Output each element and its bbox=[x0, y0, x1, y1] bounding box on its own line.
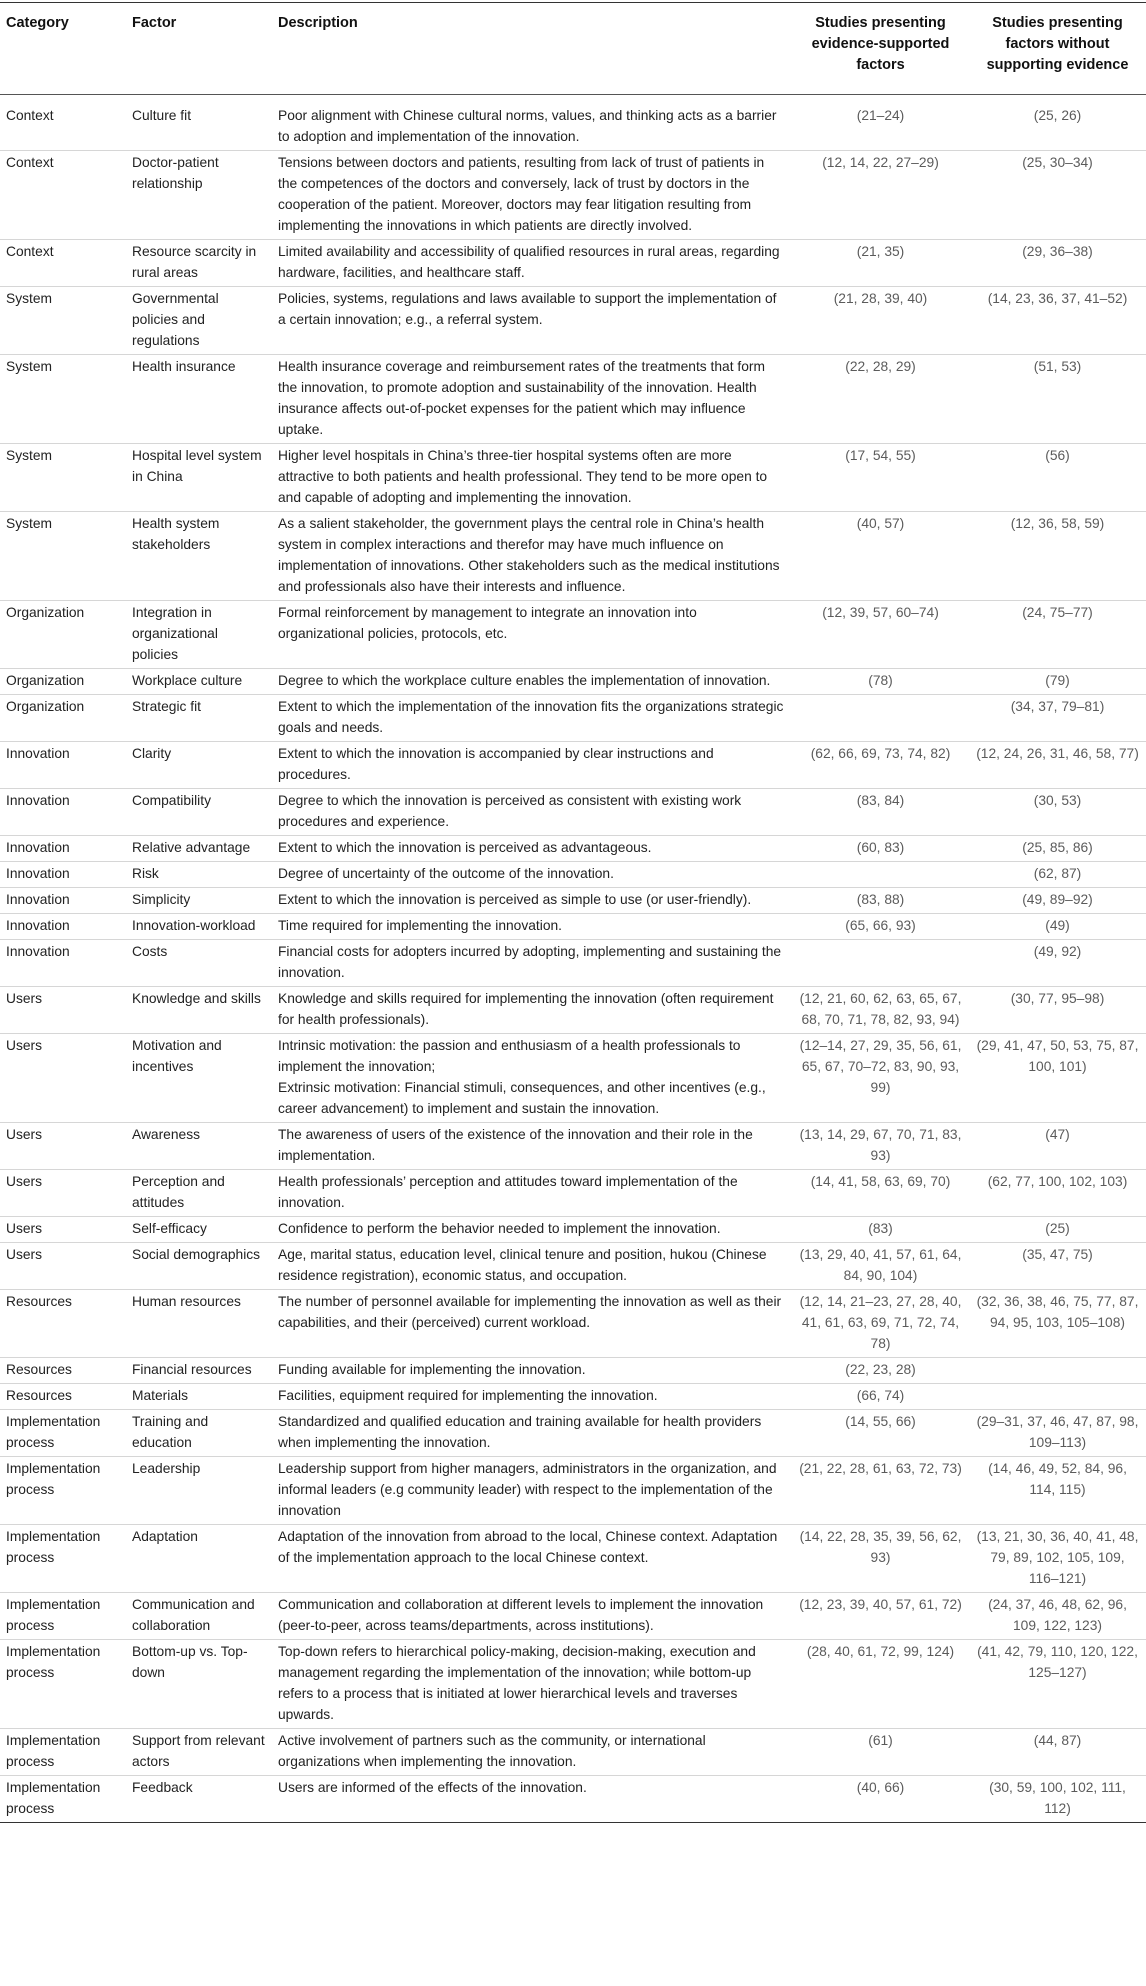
description-cell: Degree of uncertainty of the outcome of the innovation. bbox=[272, 862, 792, 888]
evidence-studies-cell bbox=[792, 940, 969, 987]
factor-cell: Health system stakeholders bbox=[126, 512, 272, 601]
no-evidence-studies-cell: (34, 37, 79–81) bbox=[969, 695, 1146, 742]
description-cell: Financial costs for adopters incurred by adopting, implementing and sustaining the innovation. bbox=[272, 940, 792, 987]
category-cell: Implementation process bbox=[0, 1729, 126, 1776]
no-evidence-studies-cell: (30, 59, 100, 102, 111, 112) bbox=[969, 1776, 1146, 1823]
table-row bbox=[0, 1525, 1146, 1593]
evidence-studies-cell: (12, 21, 60, 62, 63, 65, 67, 68, 70, 71, 78, 82, 93, 94) bbox=[792, 987, 969, 1034]
category-cell: System bbox=[0, 287, 126, 355]
header-evidence-studies: Studies presenting evidence-supported factors bbox=[792, 3, 969, 95]
no-evidence-studies-cell: (47) bbox=[969, 1123, 1146, 1170]
category-cell: Users bbox=[0, 1170, 126, 1217]
category-cell: Context bbox=[0, 151, 126, 240]
description-cell: Funding available for implementing the innovation. bbox=[272, 1358, 792, 1384]
evidence-studies-cell bbox=[792, 695, 969, 742]
description-cell: Health insurance coverage and reimbursement rates of the treatments that form the innovation, to promote adoption and sustainability of the innovation. Health insurance affects out-of-pocket expenses for the patient which may influence uptake. bbox=[272, 355, 792, 444]
factor-cell: Clarity bbox=[126, 742, 272, 789]
evidence-studies-cell: (22, 23, 28) bbox=[792, 1358, 969, 1384]
category-cell: Innovation bbox=[0, 940, 126, 987]
table-row bbox=[0, 888, 1146, 914]
no-evidence-studies-cell: (29, 41, 47, 50, 53, 75, 87, 100, 101) bbox=[969, 1034, 1146, 1123]
category-cell: Innovation bbox=[0, 789, 126, 836]
evidence-studies-cell: (66, 74) bbox=[792, 1384, 969, 1410]
table-row bbox=[0, 444, 1146, 512]
evidence-studies-cell: (22, 28, 29) bbox=[792, 355, 969, 444]
factor-cell: Relative advantage bbox=[126, 836, 272, 862]
table-row bbox=[0, 601, 1146, 669]
category-cell: Resources bbox=[0, 1384, 126, 1410]
table-body bbox=[0, 95, 1146, 1823]
factor-cell: Culture fit bbox=[126, 95, 272, 151]
table-row bbox=[0, 1123, 1146, 1170]
no-evidence-studies-cell: (49, 89–92) bbox=[969, 888, 1146, 914]
header-category: Category bbox=[0, 3, 126, 95]
description-cell: Leadership support from higher managers, administrators in the organization, and informal leaders (e.g community leader) with respect to the implementation of the innovation bbox=[272, 1457, 792, 1525]
description-cell: Health professionals’ perception and attitudes toward implementation of the innovation. bbox=[272, 1170, 792, 1217]
category-cell: Implementation process bbox=[0, 1410, 126, 1457]
evidence-studies-cell: (62, 66, 69, 73, 74, 82) bbox=[792, 742, 969, 789]
no-evidence-studies-cell: (29, 36–38) bbox=[969, 240, 1146, 287]
category-cell: Innovation bbox=[0, 862, 126, 888]
header-description: Description bbox=[272, 3, 792, 95]
category-cell: System bbox=[0, 444, 126, 512]
evidence-studies-cell: (12–14, 27, 29, 35, 56, 61, 65, 67, 70–72, 83, 90, 93, 99) bbox=[792, 1034, 969, 1123]
no-evidence-studies-cell: (41, 42, 79, 110, 120, 122, 125–127) bbox=[969, 1640, 1146, 1729]
description-cell: Intrinsic motivation: the passion and enthusiasm of a health professionals to implement the innovation; Extrinsic motivation: Financial stimuli, consequences, and other incentives (e.g., career advancement) to implement and sustain the innovation. bbox=[272, 1034, 792, 1123]
category-cell: Resources bbox=[0, 1358, 126, 1384]
table-row bbox=[0, 355, 1146, 444]
description-cell: Confidence to perform the behavior needed to implement the innovation. bbox=[272, 1217, 792, 1243]
no-evidence-studies-cell: (12, 36, 58, 59) bbox=[969, 512, 1146, 601]
description-cell: Communication and collaboration at different levels to implement the innovation (peer-to-peer, across teams/departments, across institutions). bbox=[272, 1593, 792, 1640]
evidence-studies-cell: (12, 14, 21–23, 27, 28, 40, 41, 61, 63, 69, 71, 72, 74, 78) bbox=[792, 1290, 969, 1358]
evidence-studies-cell: (14, 41, 58, 63, 69, 70) bbox=[792, 1170, 969, 1217]
factor-cell: Hospital level system in China bbox=[126, 444, 272, 512]
no-evidence-studies-cell: (51, 53) bbox=[969, 355, 1146, 444]
category-cell: Innovation bbox=[0, 914, 126, 940]
description-cell: Users are informed of the effects of the innovation. bbox=[272, 1776, 792, 1823]
factor-cell: Knowledge and skills bbox=[126, 987, 272, 1034]
no-evidence-studies-cell: (14, 46, 49, 52, 84, 96, 114, 115) bbox=[969, 1457, 1146, 1525]
factor-cell: Resource scarcity in rural areas bbox=[126, 240, 272, 287]
evidence-studies-cell: (83, 84) bbox=[792, 789, 969, 836]
table-row bbox=[0, 512, 1146, 601]
description-cell: Age, marital status, education level, clinical tenure and position, hukou (Chinese residence registration), economic status, and occupation. bbox=[272, 1243, 792, 1290]
description-cell: Knowledge and skills required for implementing the innovation (often requirement for health professionals). bbox=[272, 987, 792, 1034]
header-factor: Factor bbox=[126, 3, 272, 95]
category-cell: Context bbox=[0, 240, 126, 287]
table-row bbox=[0, 669, 1146, 695]
table-row bbox=[0, 940, 1146, 987]
factor-cell: Materials bbox=[126, 1384, 272, 1410]
no-evidence-studies-cell: (62, 77, 100, 102, 103) bbox=[969, 1170, 1146, 1217]
description-cell: Top-down refers to hierarchical policy-making, decision-making, execution and management regarding the implementation of the innovation; while bottom-up refers to a process that is initiated at lower hierarchical levels and traverses upwards. bbox=[272, 1640, 792, 1729]
no-evidence-studies-cell: (49) bbox=[969, 914, 1146, 940]
category-cell: Resources bbox=[0, 1290, 126, 1358]
factor-cell: Perception and attitudes bbox=[126, 1170, 272, 1217]
no-evidence-studies-cell: (30, 53) bbox=[969, 789, 1146, 836]
evidence-studies-cell: (21, 22, 28, 61, 63, 72, 73) bbox=[792, 1457, 969, 1525]
category-cell: Users bbox=[0, 1217, 126, 1243]
header-row bbox=[0, 3, 1146, 95]
factor-cell: Human resources bbox=[126, 1290, 272, 1358]
table-row bbox=[0, 151, 1146, 240]
category-cell: Organization bbox=[0, 695, 126, 742]
evidence-studies-cell: (83, 88) bbox=[792, 888, 969, 914]
evidence-studies-cell: (60, 83) bbox=[792, 836, 969, 862]
no-evidence-studies-cell: (25, 26) bbox=[969, 95, 1146, 151]
factor-cell: Costs bbox=[126, 940, 272, 987]
factors-table bbox=[0, 2, 1146, 1823]
table-row bbox=[0, 1457, 1146, 1525]
evidence-studies-cell: (40, 66) bbox=[792, 1776, 969, 1823]
no-evidence-studies-cell: (25, 85, 86) bbox=[969, 836, 1146, 862]
category-cell: System bbox=[0, 355, 126, 444]
description-cell: Limited availability and accessibility of qualified resources in rural areas, regarding hardware, facilities, and healthcare staff. bbox=[272, 240, 792, 287]
factor-cell: Financial resources bbox=[126, 1358, 272, 1384]
factor-cell: Leadership bbox=[126, 1457, 272, 1525]
table-row bbox=[0, 1640, 1146, 1729]
no-evidence-studies-cell: (79) bbox=[969, 669, 1146, 695]
no-evidence-studies-cell: (29–31, 37, 46, 47, 87, 98, 109–113) bbox=[969, 1410, 1146, 1457]
evidence-studies-cell: (13, 29, 40, 41, 57, 61, 64, 84, 90, 104) bbox=[792, 1243, 969, 1290]
factor-cell: Innovation-workload bbox=[126, 914, 272, 940]
table-row bbox=[0, 1243, 1146, 1290]
table-row bbox=[0, 1290, 1146, 1358]
description-cell: Time required for implementing the innovation. bbox=[272, 914, 792, 940]
category-cell: Implementation process bbox=[0, 1525, 126, 1593]
table-row bbox=[0, 1593, 1146, 1640]
evidence-studies-cell: (21, 35) bbox=[792, 240, 969, 287]
table-row bbox=[0, 1776, 1146, 1823]
description-cell: Standardized and qualified education and training available for health providers when implementing the innovation. bbox=[272, 1410, 792, 1457]
description-cell: Degree to which the workplace culture enables the implementation of innovation. bbox=[272, 669, 792, 695]
factor-cell: Simplicity bbox=[126, 888, 272, 914]
category-cell: Innovation bbox=[0, 836, 126, 862]
no-evidence-studies-cell bbox=[969, 1384, 1146, 1410]
category-cell: Organization bbox=[0, 669, 126, 695]
description-cell: Poor alignment with Chinese cultural norms, values, and thinking acts as a barrier to adoption and implementation of the innovation. bbox=[272, 95, 792, 151]
description-cell: Active involvement of partners such as the community, or international organizations when implementing the innovation. bbox=[272, 1729, 792, 1776]
factor-cell: Bottom-up vs. Top-down bbox=[126, 1640, 272, 1729]
no-evidence-studies-cell: (24, 75–77) bbox=[969, 601, 1146, 669]
category-cell: Innovation bbox=[0, 888, 126, 914]
evidence-studies-cell: (28, 40, 61, 72, 99, 124) bbox=[792, 1640, 969, 1729]
description-cell: Extent to which the innovation is perceived as advantageous. bbox=[272, 836, 792, 862]
factor-cell: Support from relevant actors bbox=[126, 1729, 272, 1776]
factor-cell: Self-efficacy bbox=[126, 1217, 272, 1243]
no-evidence-studies-cell: (62, 87) bbox=[969, 862, 1146, 888]
category-cell: Organization bbox=[0, 601, 126, 669]
table-row bbox=[0, 1034, 1146, 1123]
description-cell: Tensions between doctors and patients, resulting from lack of trust of patients in the competences of the doctors and conversely, lack of trust by doctors in the cooperation of the patient. Moreover, doctors may fear litigation resulting from implementing the innovations in which patients are directly involved. bbox=[272, 151, 792, 240]
table-row bbox=[0, 836, 1146, 862]
category-cell: Implementation process bbox=[0, 1640, 126, 1729]
table-row bbox=[0, 95, 1146, 151]
table-row bbox=[0, 742, 1146, 789]
description-cell: Extent to which the innovation is perceived as simple to use (or user-friendly). bbox=[272, 888, 792, 914]
table-row bbox=[0, 695, 1146, 742]
description-cell: Formal reinforcement by management to integrate an innovation into organizational policies, protocols, etc. bbox=[272, 601, 792, 669]
evidence-studies-cell bbox=[792, 862, 969, 888]
table-row bbox=[0, 1729, 1146, 1776]
table-row bbox=[0, 789, 1146, 836]
factor-cell: Doctor-patient relationship bbox=[126, 151, 272, 240]
factor-cell: Governmental policies and regulations bbox=[126, 287, 272, 355]
factor-cell: Motivation and incentives bbox=[126, 1034, 272, 1123]
evidence-studies-cell: (40, 57) bbox=[792, 512, 969, 601]
category-cell: Implementation process bbox=[0, 1457, 126, 1525]
description-cell: Degree to which the innovation is perceived as consistent with existing work procedures and experience. bbox=[272, 789, 792, 836]
evidence-studies-cell: (14, 55, 66) bbox=[792, 1410, 969, 1457]
table-row bbox=[0, 1170, 1146, 1217]
factor-cell: Strategic fit bbox=[126, 695, 272, 742]
evidence-studies-cell: (83) bbox=[792, 1217, 969, 1243]
factor-cell: Workplace culture bbox=[126, 669, 272, 695]
no-evidence-studies-cell: (25, 30–34) bbox=[969, 151, 1146, 240]
no-evidence-studies-cell: (30, 77, 95–98) bbox=[969, 987, 1146, 1034]
factor-cell: Health insurance bbox=[126, 355, 272, 444]
no-evidence-studies-cell bbox=[969, 1358, 1146, 1384]
no-evidence-studies-cell: (32, 36, 38, 46, 75, 77, 87, 94, 95, 103, 105–108) bbox=[969, 1290, 1146, 1358]
category-cell: Context bbox=[0, 95, 126, 151]
no-evidence-studies-cell: (44, 87) bbox=[969, 1729, 1146, 1776]
evidence-studies-cell: (21–24) bbox=[792, 95, 969, 151]
factor-cell: Compatibility bbox=[126, 789, 272, 836]
factor-cell: Awareness bbox=[126, 1123, 272, 1170]
description-cell: As a salient stakeholder, the government plays the central role in China’s health system in complex interactions and therefor may have much influence on implementation of innovations. Other stakeholders such as the medical institutions and professionals also have their interests and influence. bbox=[272, 512, 792, 601]
evidence-studies-cell: (78) bbox=[792, 669, 969, 695]
category-cell: Implementation process bbox=[0, 1776, 126, 1823]
factor-cell: Social demographics bbox=[126, 1243, 272, 1290]
no-evidence-studies-cell: (49, 92) bbox=[969, 940, 1146, 987]
no-evidence-studies-cell: (14, 23, 36, 37, 41–52) bbox=[969, 287, 1146, 355]
table-row bbox=[0, 1358, 1146, 1384]
category-cell: Implementation process bbox=[0, 1593, 126, 1640]
category-cell: Innovation bbox=[0, 742, 126, 789]
table-row bbox=[0, 287, 1146, 355]
evidence-studies-cell: (61) bbox=[792, 1729, 969, 1776]
no-evidence-studies-cell: (35, 47, 75) bbox=[969, 1243, 1146, 1290]
no-evidence-studies-cell: (25) bbox=[969, 1217, 1146, 1243]
factor-cell: Risk bbox=[126, 862, 272, 888]
evidence-studies-cell: (12, 14, 22, 27–29) bbox=[792, 151, 969, 240]
category-cell: Users bbox=[0, 987, 126, 1034]
evidence-studies-cell: (13, 14, 29, 67, 70, 71, 83, 93) bbox=[792, 1123, 969, 1170]
factor-cell: Communication and collaboration bbox=[126, 1593, 272, 1640]
evidence-studies-cell: (17, 54, 55) bbox=[792, 444, 969, 512]
factor-cell: Training and education bbox=[126, 1410, 272, 1457]
evidence-studies-cell: (21, 28, 39, 40) bbox=[792, 287, 969, 355]
evidence-studies-cell: (14, 22, 28, 35, 39, 56, 62, 93) bbox=[792, 1525, 969, 1593]
description-cell: Extent to which the implementation of the innovation fits the organizations strategic goals and needs. bbox=[272, 695, 792, 742]
description-cell: Policies, systems, regulations and laws available to support the implementation of a certain innovation; e.g., a referral system. bbox=[272, 287, 792, 355]
description-cell: Facilities, equipment required for implementing the innovation. bbox=[272, 1384, 792, 1410]
category-cell: System bbox=[0, 512, 126, 601]
header-no-evidence-studies: Studies presenting factors without supporting evidence bbox=[969, 3, 1146, 95]
category-cell: Users bbox=[0, 1123, 126, 1170]
table-row bbox=[0, 240, 1146, 287]
table-row bbox=[0, 914, 1146, 940]
table-row bbox=[0, 987, 1146, 1034]
description-cell: The number of personnel available for implementing the innovation as well as their capabilities, and their (perceived) current workload. bbox=[272, 1290, 792, 1358]
factor-cell: Feedback bbox=[126, 1776, 272, 1823]
factor-cell: Integration in organizational policies bbox=[126, 601, 272, 669]
no-evidence-studies-cell: (24, 37, 46, 48, 62, 96, 109, 122, 123) bbox=[969, 1593, 1146, 1640]
description-cell: Extent to which the innovation is accompanied by clear instructions and procedures. bbox=[272, 742, 792, 789]
table-row bbox=[0, 862, 1146, 888]
no-evidence-studies-cell: (56) bbox=[969, 444, 1146, 512]
description-cell: Higher level hospitals in China’s three-tier hospital systems often are more attractive to both patients and health professional. They tend to be more open to and capable of adopting and implementing the innovation. bbox=[272, 444, 792, 512]
category-cell: Users bbox=[0, 1243, 126, 1290]
no-evidence-studies-cell: (12, 24, 26, 31, 46, 58, 77) bbox=[969, 742, 1146, 789]
evidence-studies-cell: (12, 39, 57, 60–74) bbox=[792, 601, 969, 669]
description-cell: Adaptation of the innovation from abroad to the local, Chinese context. Adaptation of the implementation approach to the local Chinese context. bbox=[272, 1525, 792, 1593]
description-cell: The awareness of users of the existence of the innovation and their role in the implementation. bbox=[272, 1123, 792, 1170]
evidence-studies-cell: (65, 66, 93) bbox=[792, 914, 969, 940]
factor-cell: Adaptation bbox=[126, 1525, 272, 1593]
no-evidence-studies-cell: (13, 21, 30, 36, 40, 41, 48, 79, 89, 102, 105, 109, 116–121) bbox=[969, 1525, 1146, 1593]
category-cell: Users bbox=[0, 1034, 126, 1123]
table-row bbox=[0, 1384, 1146, 1410]
evidence-studies-cell: (12, 23, 39, 40, 57, 61, 72) bbox=[792, 1593, 969, 1640]
table-row bbox=[0, 1410, 1146, 1457]
table-row bbox=[0, 1217, 1146, 1243]
